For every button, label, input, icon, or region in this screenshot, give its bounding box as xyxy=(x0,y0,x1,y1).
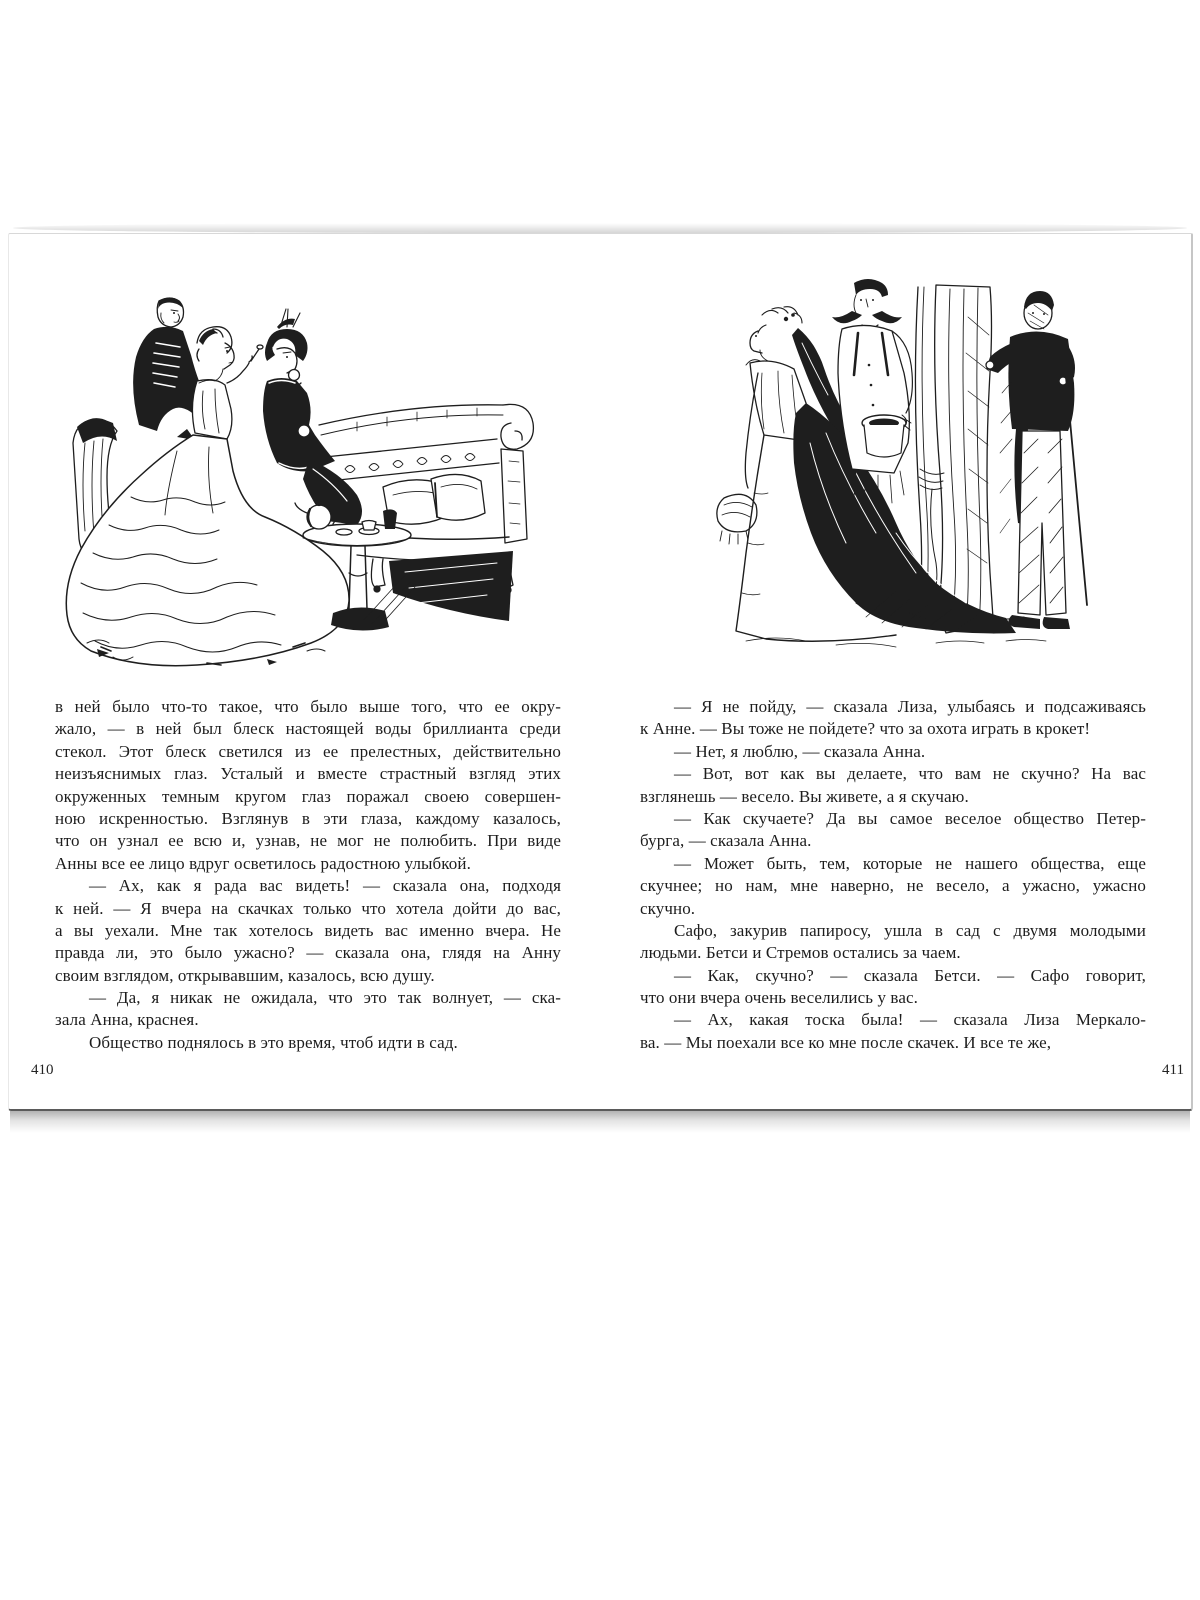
lady-drinking-tea xyxy=(263,309,362,525)
text-line: стекол. Этот блеск светился из ее прелестных, действительно xyxy=(55,741,561,761)
text-line: Анны все ее лицо вдруг осветилось радостною улыбкой. xyxy=(55,853,471,873)
text-line: — Да, я никак не ожидала, что это так волнует, — ска- xyxy=(89,988,561,1008)
text-line: в ней было что-то такое, что было выше того, что ее окру- xyxy=(55,697,561,716)
right-illustration xyxy=(706,273,1092,650)
text-line: ва. — Мы поехали все ко мне после скачек. И все те же, xyxy=(640,1032,1052,1052)
text-line: что они вчера очень веселились у вас. xyxy=(640,988,918,1008)
left-page-text xyxy=(55,696,561,1054)
text-line: — Вот, вот как вы делаете, что вам не скучно? На вас xyxy=(674,764,1146,784)
text-line: — Я не пойду, — сказала Лиза, улыбаясь и подсаживаясь xyxy=(674,697,1146,716)
text-line: своим взглядом, открывавшим, казалось, всю душу. xyxy=(55,965,435,985)
text-line: к Анне. — Вы тоже не пойдете? что за охота играть в крокет! xyxy=(640,719,1091,739)
text-line: зала Анна, краснея. xyxy=(55,1010,199,1030)
salon-tea-scene-illustration xyxy=(57,291,539,669)
text-line: неизъяснимых глаз. Усталый и вместе страстный взгляд этих xyxy=(55,764,561,784)
left-page-number: 410 xyxy=(31,1062,54,1078)
text-line: Сафо, закурив папиросу, ушла в сад с двумя молодыми xyxy=(674,920,1146,940)
text-line: людьми. Бетси и Стремов остались за чаем. xyxy=(640,943,961,963)
text-line: что он узнал ее всю и, узнав, не мог не полюбить. При виде xyxy=(55,831,561,851)
text-line: взглянешь — весело. Вы живете, а я скучаю. xyxy=(640,786,969,806)
text-line: жало, — в ней был блеск настоящей воды бриллианта среди xyxy=(55,719,561,739)
text-line: скучно. xyxy=(640,898,696,918)
departure-scene-illustration xyxy=(706,273,1092,650)
ground-marks xyxy=(746,638,1046,647)
footman-figure xyxy=(986,291,1087,629)
text-line: — Ах, как я рада вас видеть! — сказала она, подходя xyxy=(89,876,561,896)
text-line: к ней. — Я вчера на скачках только что хотела дойти до вас, xyxy=(55,898,561,918)
right-page-number: 411 xyxy=(1162,1062,1184,1078)
left-illustration xyxy=(57,291,539,669)
text-line: а вы уехали. Мне так хотелось видеть вас именно вчера. Не xyxy=(55,920,561,940)
book-spread xyxy=(8,233,1193,1111)
right-page-text xyxy=(640,696,1146,1054)
text-line: ною искренностью. Взглянув в эти глаза, каждому казалось, xyxy=(55,808,561,828)
text-line: бурга, — сказала Анна. xyxy=(640,831,812,851)
text-line: — Нет, я люблю, — сказала Анна. xyxy=(674,741,926,761)
text-line: Общество поднялось в это время, чтоб идти в сад. xyxy=(89,1032,458,1052)
text-line: скучнее; но нам, мне наверно, не весело, а ужасно, ужасно xyxy=(640,876,1146,896)
text-line: окруженных темным кругом глаз поражал своею совершен- xyxy=(55,786,561,806)
lady-ruffled-gown xyxy=(66,327,349,666)
text-line: правда ли, это было ужасно? — сказала она, глядя на Анну xyxy=(55,943,561,963)
text-line: — Ах, какая тоска была! — сказала Лиза Меркало- xyxy=(674,1010,1146,1030)
text-line: — Может быть, тем, которые не нашего общества, еще xyxy=(674,853,1146,873)
text-line: — Как, скучно? — сказала Бетси. — Сафо говорит, xyxy=(674,965,1146,985)
text-line: — Как скучаете? Да вы самое веселое общество Петер- xyxy=(674,808,1146,828)
